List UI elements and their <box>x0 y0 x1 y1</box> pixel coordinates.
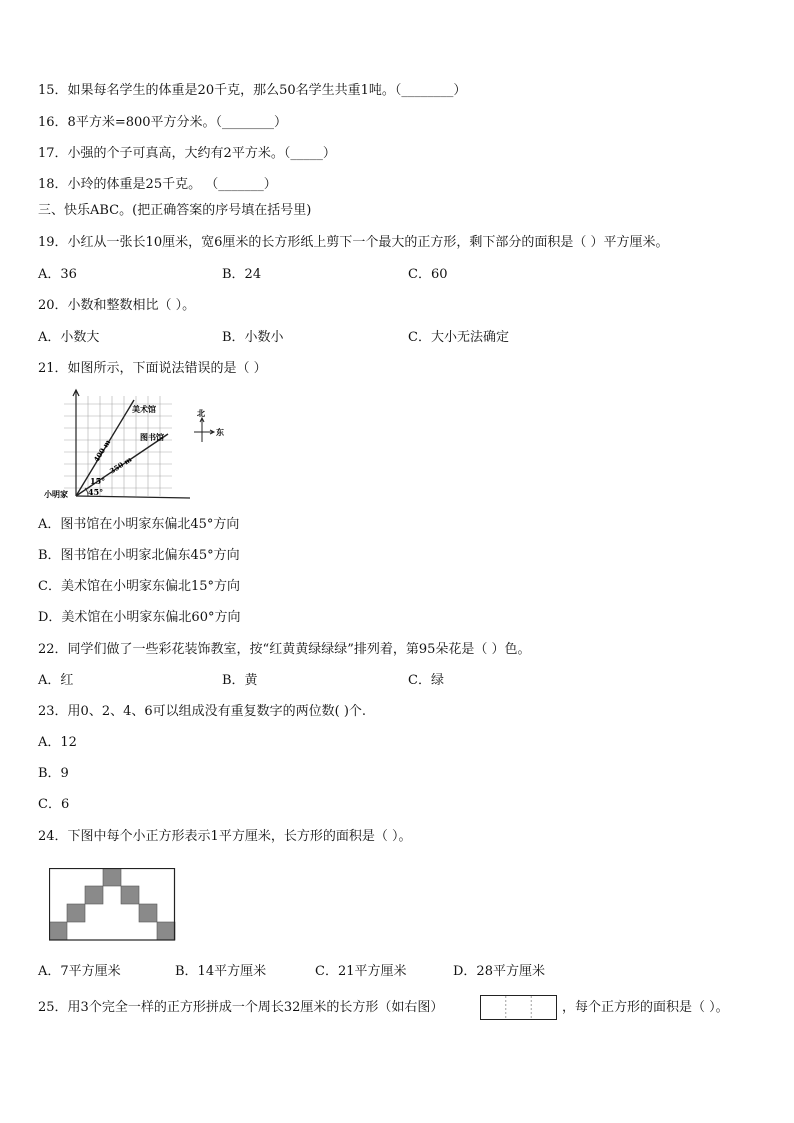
question-20-stem: 20．小数和整数相比（ ）。 <box>38 298 196 313</box>
q21-option-a: A．图书馆在小明家东偏北45°方向 <box>38 517 240 532</box>
q24-option-c: C．21平方厘米 <box>315 964 407 979</box>
label-400m: 400 m <box>91 437 113 464</box>
q21-option-b: B．图书馆在小明家北偏东45°方向 <box>38 548 240 563</box>
question-21-stem: 21．如图所示，下面说法错误的是（ ） <box>38 361 267 376</box>
q23-option-a: A．12 <box>38 735 77 750</box>
q21-option-c: C．美术馆在小明家东偏北15°方向 <box>38 579 240 594</box>
q20-option-b: B．小数小 <box>222 330 284 345</box>
q25-three-squares-figure <box>480 995 558 1021</box>
q19-option-b: B．24 <box>222 267 262 282</box>
q21-option-d: D．美术馆在小明家东偏北60°方向 <box>38 610 241 625</box>
question-22-stem: 22．同学们做了一些彩花装饰教室，按“红黄黄绿绿绿”排列着，第95朵花是（ ）色。 <box>38 642 531 657</box>
question-24-stem: 24．下图中每个小正方形表示1平方厘米，长方形的面积是（ ）。 <box>38 829 412 844</box>
q20-option-c: C．大小无法确定 <box>408 330 509 345</box>
question-18: 18．小玲的体重是25千克。 （_______） <box>38 177 277 192</box>
q22-option-a: A．红 <box>38 673 74 688</box>
label-east: 东 <box>216 427 224 437</box>
question-23-stem: 23．用0、2、4、6可以组成没有重复数字的两位数( )个. <box>38 704 367 719</box>
gray-squares <box>49 868 175 940</box>
label-library: 图书馆 <box>140 432 164 442</box>
q22-option-b: B．黄 <box>222 673 258 688</box>
question-15: 15．如果每名学生的体重是20千克，那么50名学生共重1吨。（________） <box>38 83 467 98</box>
q24-rectangle-figure <box>49 868 177 942</box>
question-25-stem-part1: 25．用3个完全一样的正方形拼成一个周长32厘米的长方形（如右图） <box>38 1000 444 1015</box>
q19-option-a: A．36 <box>38 267 77 282</box>
q24-option-b: B．14平方厘米 <box>175 964 267 979</box>
q24-option-a: A．7平方厘米 <box>38 964 121 979</box>
section-heading: 三、快乐ABC。(把正确答案的序号填在括号里) <box>38 203 312 218</box>
q23-option-c: C．6 <box>38 797 70 812</box>
label-home: 小明家 <box>44 489 68 499</box>
label-north: 北 <box>197 408 205 418</box>
q21-map-figure <box>44 388 244 506</box>
q20-option-a: A．小数大 <box>38 330 100 345</box>
label-350m: 350 m <box>107 454 134 476</box>
label-15-degree: 15° <box>90 476 106 486</box>
q24-option-d: D．28平方厘米 <box>453 964 545 979</box>
question-25-stem-part2: ，每个正方形的面积是（ ）。 <box>562 1000 729 1015</box>
label-art-museum: 美术馆 <box>132 404 156 414</box>
q19-option-c: C．60 <box>408 267 448 282</box>
compass-icon <box>194 418 214 442</box>
question-16: 16．8平方米=800平方分米。（________） <box>38 115 288 130</box>
question-19-stem: 19．小红从一张长10厘米，宽6厘米的长方形纸上剪下一个最大的正方形，剩下部分的面积是（ ）平方厘米。 <box>38 235 669 250</box>
label-45-degree: 45° <box>88 487 104 497</box>
question-17: 17．小强的个子可真高，大约有2平方米。（_____） <box>38 146 336 161</box>
q22-option-c: C．绿 <box>408 673 444 688</box>
q23-option-b: B．9 <box>38 766 69 781</box>
